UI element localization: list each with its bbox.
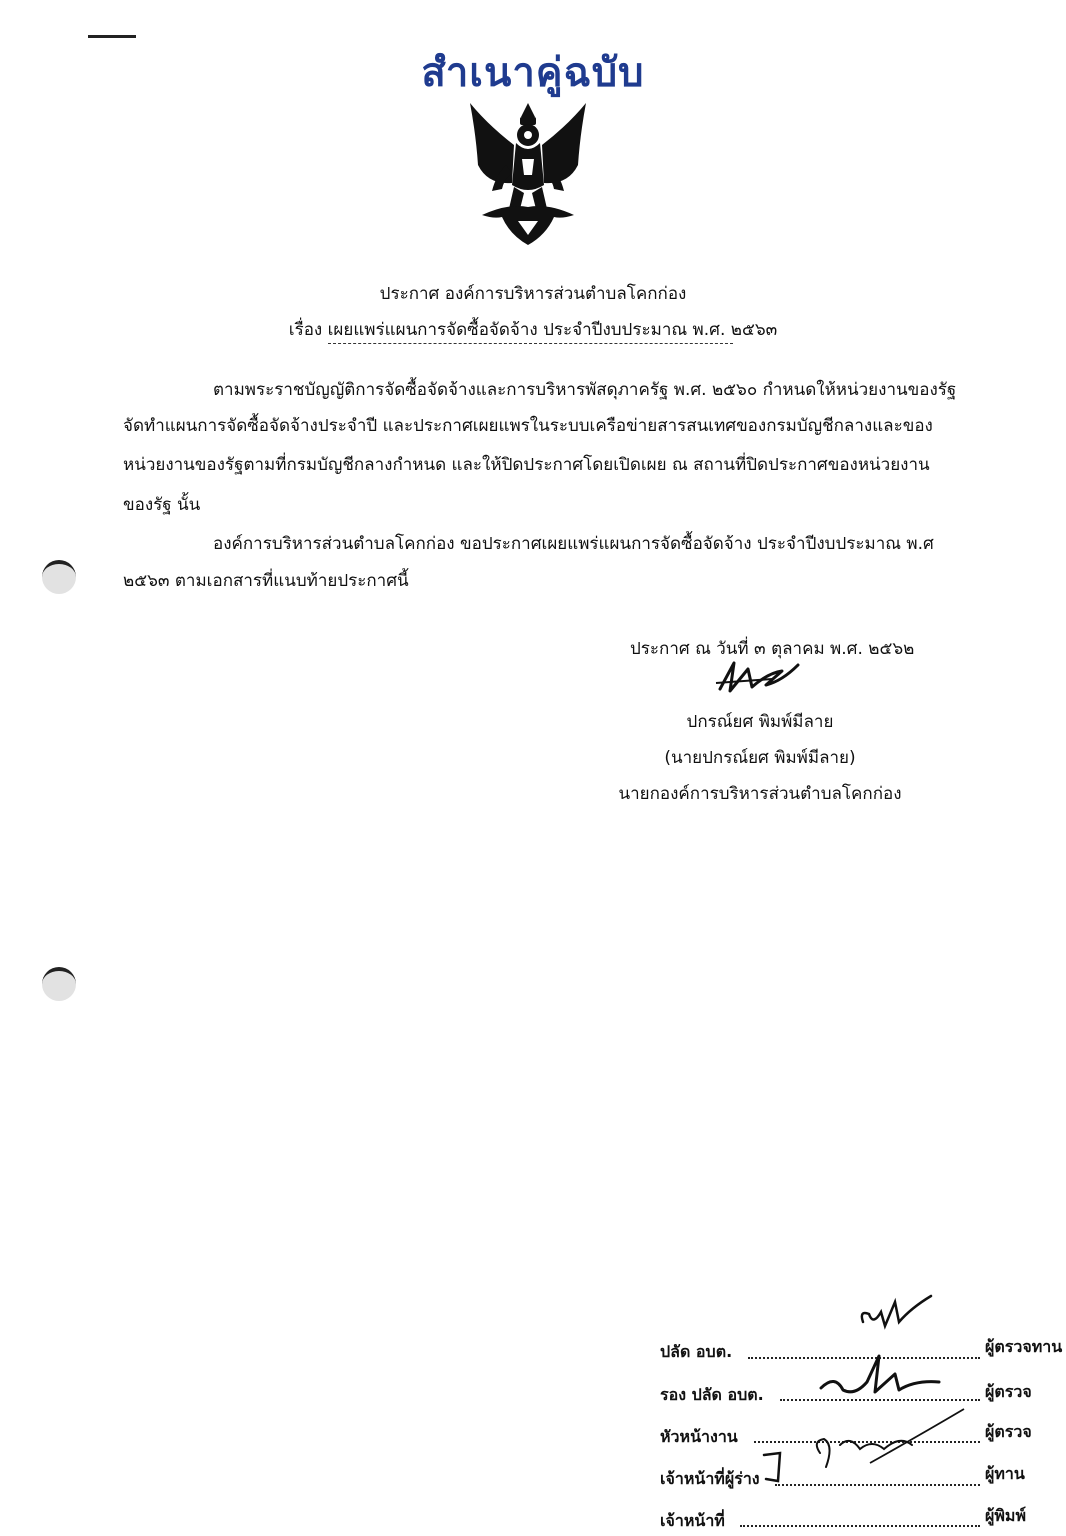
review-row-role: ผู้พิมพ์: [985, 1506, 1027, 1525]
review-row-role: ผู้ตรวจ: [985, 1422, 1032, 1441]
copy-stamp: สำเนาคู่ฉบับ: [421, 50, 645, 96]
review-row-role: ผู้ตรวจ: [985, 1382, 1032, 1401]
paragraph-2-line: ๒๕๖๓ ตามเอกสารที่แนบท้ายประกาศนี้: [123, 571, 409, 591]
paragraph-1-line: หน่วยงานของรัฐตามที่กรมบัญชีกลางกำหนด และให้ปิดประกาศโดยเปิดเผย ณ สถานที่ปิดประกาศของหน่วยงาน: [123, 455, 930, 475]
signature-icon: [760, 1405, 970, 1485]
review-row-label: เจ้าหน้าที่: [660, 1511, 725, 1530]
divider: [328, 343, 733, 344]
signatory-full-name: (นายปกรณ์ยศ พิมพ์มีลาย): [664, 748, 856, 768]
review-row-label: ปลัด อบต.: [660, 1342, 733, 1361]
dotted-line: [740, 1525, 980, 1527]
paragraph-2-line: องค์การบริหารส่วนตำบลโคกก่อง ขอประกาศเผยแพร่แผนการจัดซื้อจัดจ้าง ประจำปีงบประมาณ พ.ศ: [213, 534, 934, 554]
paragraph-1-line: ตามพระราชบัญญัติการจัดซื้อจัดจ้างและการบริหารพัสดุภาครัฐ พ.ศ. ๒๕๖๐ กำหนดให้หน่วยงานของรัฐ: [213, 380, 957, 400]
announcement-date: ประกาศ ณ วันที่ ๓ ตุลาคม พ.ศ. ๒๕๖๒: [630, 639, 915, 659]
garuda-emblem-icon: [458, 95, 598, 255]
review-row-label: หัวหน้างาน: [660, 1427, 738, 1446]
paragraph-1-line: ของรัฐ นั้น: [123, 495, 201, 515]
scan-mark: [88, 35, 136, 38]
signature-icon: [712, 655, 802, 700]
signatory-signature-name: ปกรณ์ยศ พิมพ์มีลาย: [686, 712, 834, 732]
punch-hole-icon: [42, 967, 76, 1001]
signatory-position: นายกองค์การบริหารส่วนตำบลโคกก่อง: [618, 784, 902, 804]
signature-icon: [855, 1292, 935, 1336]
announcement-title: ประกาศ องค์การบริหารส่วนตำบลโคกก่อง: [379, 284, 687, 304]
review-row-role: ผู้ตรวจทาน: [985, 1337, 1063, 1356]
review-row-label: รอง ปลัด อบต.: [660, 1385, 764, 1404]
paragraph-1-line: จัดทำแผนการจัดซื้อจัดจ้างประจำปี และประกาศเผยแพรในระบบเครือข่ายสารสนเทศของกรมบัญชีกลางและของ: [123, 416, 933, 436]
signature-icon: [815, 1352, 945, 1402]
announcement-subject: เรื่อง เผยแพร่แผนการจัดซื้อจัดจ้าง ประจำปีงบประมาณ พ.ศ. ๒๕๖๓: [288, 320, 778, 340]
review-row-role: ผู้ทาน: [985, 1464, 1025, 1483]
punch-hole-icon: [42, 560, 76, 594]
review-row-label: เจ้าหน้าที่ผู้ร่าง: [660, 1469, 760, 1488]
